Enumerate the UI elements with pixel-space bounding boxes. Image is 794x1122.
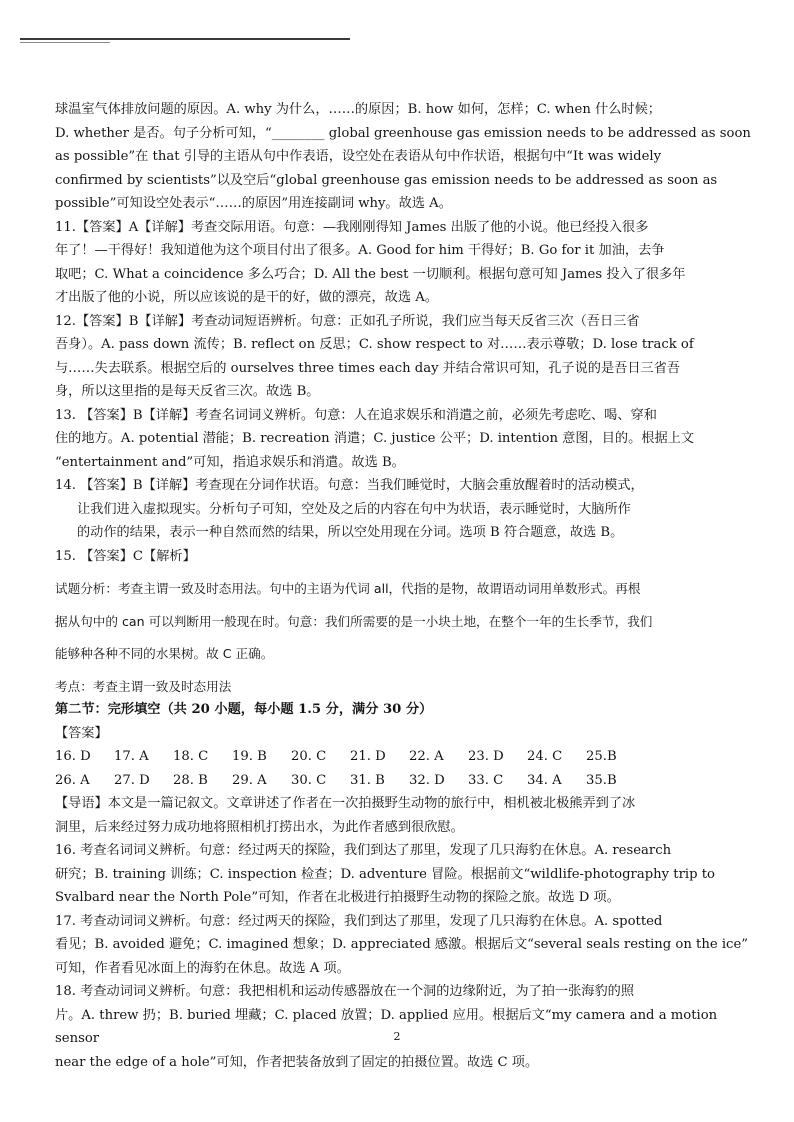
text-line: as possible”在 that 引导的主语从句中作表语，设空处在表语从句中作状语，根据句中“It was widely — [55, 149, 662, 164]
answer-cell: 32. D — [409, 772, 445, 788]
answer-cell: 28. B — [173, 772, 208, 788]
answer-cell: 25.B — [586, 749, 617, 764]
text-line: 年了！—干得好！我知道他为这个项目付出了很多。A. Good for him 干得好；B. Go for it 加油，去争 — [55, 243, 665, 258]
answer-cell: 17. A — [114, 749, 149, 764]
analysis-line: 能够种各种不同的水果树。故 C 正确。 — [55, 646, 274, 661]
text-line: 吾身）。A. pass down 流传；B. reflect on 反思；C. show respect to 对……表示尊敬；D. lose track of — [55, 337, 694, 352]
answer-heading: 【答案】 — [55, 725, 108, 741]
q12-line: 12.【答案】B【详解】考查动词短语辨析。句意：正如孔子所说，我们应当每天反省三次（吾日三省 — [55, 313, 640, 329]
q17-line: 17. 考查动词词义辨析。句意：经过两天的探险，我们到达了那里，发现了几只海豹在休息。A. spotted — [55, 913, 663, 929]
text-line: 让我们进入虚拟现实。分析句子可知，空处及之后的内容在句中为状语，表示睡觉时，大脑所作 — [77, 501, 631, 517]
answer-cell: 16. D — [55, 749, 91, 764]
answer-cell: 35.B — [586, 772, 617, 788]
answer-cell: 33. C — [468, 772, 504, 788]
text-line: 才出版了他的小说，所以应该说的是干的好，做的漂亮，故选 A。 — [55, 290, 438, 305]
answer-cell: 23. D — [468, 749, 504, 764]
answer-cell: 19. B — [232, 749, 267, 764]
text-line: confirmed by scientists”以及空后“global greenhouse gas emission needs to be addressed as soon as — [55, 172, 718, 188]
analysis-line: 试题分析：考查主谓一致及时态用法。句中的主语为代词 all，代指的是物，故谓语动词用单数形式。再根 — [55, 581, 641, 596]
text-line: 洞里，后来经过努力成功地将照相机打捞出水，为此作者感到很欣慰。 — [55, 819, 464, 835]
q11-line: 11.【答案】A【详解】考查交际用语。句意：—我刚刚得知 James 出版了他的小说。他已经投入很多 — [55, 219, 649, 235]
text-line: “entertainment and”可知，指追求娱乐和消遣。故选 B。 — [55, 454, 405, 470]
text-line: 的动作的结果，表示一种自然而然的结果，所以空处用现在分词。选项 B 符合题意，故选 B。 — [77, 525, 624, 540]
text-line: near the edge of a hole”可知，作者把装备放到了固定的拍摄位置。故选 C 项。 — [55, 1054, 539, 1070]
answer-cell: 24. C — [527, 749, 563, 764]
daoyu-line: 【导语】本文是一篇记叙文。文章讲述了作者在一次拍摄野生动物的旅行中，相机被北极熊弄到了冰 — [55, 796, 636, 811]
text-line: 研究；B. training 训练；C. inspection 检查；D. adventure 冒险。根据前文“wildlife-photography trip to — [55, 866, 715, 882]
answer-cell: 29. A — [232, 772, 267, 788]
q14-line: 14. 【答案】B【详解】考查现在分词作状语。句意：当我们睡觉时，大脑会重放醒着时的活动模式， — [55, 478, 644, 493]
answer-cell: 18. C — [173, 749, 209, 764]
answer-cell: 22. A — [409, 749, 444, 764]
answer-cell: 21. D — [350, 749, 386, 764]
answer-cell: 26. A — [55, 772, 90, 788]
q18-line: 18. 考查动词词义辨析。句意：我把相机和运动传感器放在一个洞的边缘附近，为了拍一张海豹的照 — [55, 984, 635, 999]
page-number: 2 — [393, 1030, 401, 1043]
answer-cell: 34. A — [527, 772, 562, 788]
kaodian-line: 考点：考查主谓一致及时态用法 — [55, 678, 232, 694]
section-heading: 第二节：完形填空（共 20 小题，每小题 1.5 分，满分 30 分） — [55, 702, 433, 717]
q13-line: 13. 【答案】B【详解】考查名词词义辨析。句意：人在追求娱乐和消遣之前，必须先考虑吃、喝、穿和 — [55, 407, 657, 423]
text-line: 球温室气体排放问题的原因。A. why 为什么，……的原因；B. how 如何，怎样；C. when 什么时候； — [55, 102, 661, 117]
text-line: 片。A. threw 扔；B. buried 埋藏；C. placed 放置；D. applied 应用。根据后文“my camera and a motion sensor — [55, 1007, 718, 1046]
text-line: 身，所以这里指的是每天反省三次。故选 B。 — [55, 384, 320, 399]
answer-table — [55, 745, 645, 792]
text-line: 看见；B. avoided 避免；C. imagined 想象；D. appreciated 感激。根据后文“several seals resting on the ice” — [55, 937, 748, 952]
text-line: 取吧；C. What a coincidence 多么巧合；D. All the best 一切顺利。根据句意可知 James 投入了很多年 — [55, 266, 686, 282]
text-line: Svalbard near the North Pole”可知，作者在北极进行拍摄野生动物的探险之旅。故选 D 项。 — [55, 890, 620, 905]
header-rule-thin — [20, 42, 110, 43]
text-line: possible”可知设空处表示“……的原因”用连接副词 why。故选 A。 — [55, 196, 452, 211]
text-line: 与……失去联系。根据空后的 ourselves three times each day 并结合常识可知，孔子说的是吾日三省吾 — [55, 360, 681, 376]
analysis-line: 据从句中的 can 可以判断用一般现在时。句意：我们所需要的是一小块土地，在整个一年的生长季节，我们 — [55, 613, 653, 629]
text-line: 可知，作者看见冰面上的海豹在休息。故选 A 项。 — [55, 960, 350, 976]
q15-line: 15. 【答案】C【解析】 — [55, 548, 196, 564]
answer-cell: 31. B — [350, 772, 385, 788]
text-line: D. whether 是否。句子分析可知，“________ global greenhouse gas emission needs to be addressed as soon — [55, 125, 751, 141]
answer-cell: 30. C — [291, 772, 327, 788]
q16-line: 16. 考查名词词义辨析。句意：经过两天的探险，我们到达了那里，发现了几只海豹在休息。A. research — [55, 843, 672, 858]
answer-row — [55, 745, 645, 769]
answer-cell: 20. C — [291, 749, 327, 764]
answer-row — [55, 769, 645, 793]
header-rule — [20, 38, 350, 40]
answer-cell: 27. D — [114, 772, 150, 788]
page-content — [55, 98, 755, 1074]
text-line: 住的地方。A. potential 潜能；B. recreation 消遣；C. justice 公平；D. intention 意图，目的。根据上文 — [55, 431, 695, 446]
